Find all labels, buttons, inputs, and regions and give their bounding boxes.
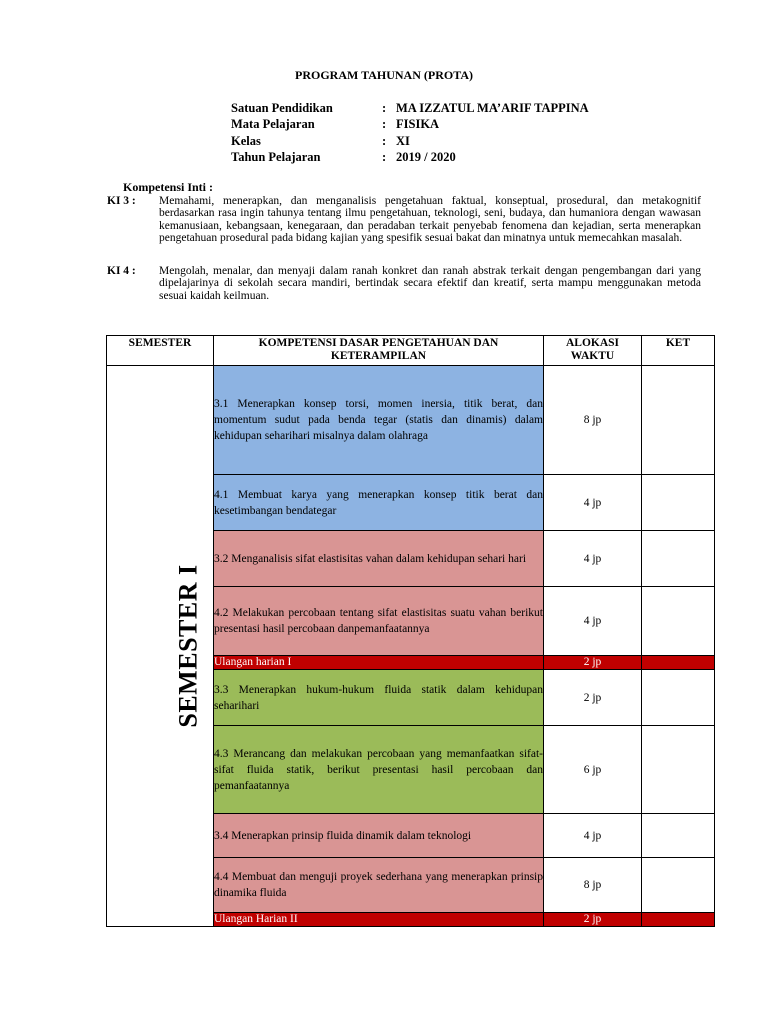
info-label: Tahun Pelajaran — [231, 149, 321, 164]
ket-cell — [642, 656, 715, 670]
header-alokasi-waktu: ALOKASI WAKTU — [544, 336, 642, 366]
alokasi-cell: 2 jp — [544, 656, 642, 670]
semester-cell — [107, 366, 214, 927]
ket-cell — [642, 587, 715, 656]
header-kompetensi-dasar: KOMPETENSI DASAR PENGETAHUAN DAN KETERAMPILAN — [214, 336, 544, 366]
document-title: PROGRAM TAHUNAN (PROTA) — [295, 68, 473, 82]
kompetensi-inti-heading: Kompetensi Inti : — [123, 180, 213, 194]
ket-cell — [642, 858, 715, 913]
info-label: Mata Pelajaran — [231, 117, 315, 132]
info-label: Satuan Pendidikan — [231, 101, 333, 115]
kd-cell: 4.3 Merancang dan melakukan percobaan yang memanfaatkan sifat-sifat fluida statik, berikut presentasi hasil percobaan dan pemanfaatannya — [214, 726, 544, 814]
table-row — [107, 366, 715, 475]
info-colon: : — [382, 101, 387, 115]
ket-cell — [642, 366, 715, 475]
alokasi-cell: 4 jp — [544, 475, 642, 531]
info-colon: : — [382, 149, 387, 164]
ki3-block — [107, 195, 701, 245]
info-row-kelas — [231, 133, 589, 149]
alokasi-cell: 4 jp — [544, 587, 642, 656]
info-colon: : — [382, 133, 387, 148]
info-value: XI — [396, 133, 410, 148]
ki-text: Mengolah, menalar, dan menyaji dalam ranah konkret dan ranah abstrak terkait dengan pengembangan dari yang dipelajarinya di sekolah secara mandiri, bertindak secara efektif dan kreatif, serta mampu menggunakan metoda sesuai kaidah keilmuan. — [159, 265, 701, 302]
kd-cell: 4.4 Membuat dan menguji proyek sederhana yang menerapkan prinsip dinamika fluida — [214, 858, 544, 913]
info-value: FISIKA — [396, 117, 440, 132]
info-row-satuan — [231, 100, 589, 116]
ki-text: Memahami, menerapkan, dan menganalisis pengetahuan faktual, konseptual, prosedural, dan metakognitif berdasarkan rasa ingin tahunya tentang ilmu pengetahuan, teknologi, seni, budaya, dan humaniora dengan wawasan kemanusiaan, kebangsaan, kenegaraan, dan peradaban terkait penyebab fenomena dan kejadian, serta menerapkan pengetahuan prosedural pada bidang kajian yang spesifik sesuai bakat dan minatnya untuk memecahkan masalah. — [159, 195, 701, 245]
alokasi-cell: 2 jp — [544, 913, 642, 927]
info-row-mapel — [231, 116, 589, 132]
kd-cell: 3.1 Menerapkan konsep torsi, momen inersia, titik berat, dan momentum sudut pada benda tegar (statis dan dinamis) dalam kehidupan seharihari misalnya dalam olahraga — [214, 366, 544, 475]
kd-cell: 4.1 Membuat karya yang menerapkan konsep titik berat dan kesetimbangan bendategar — [214, 475, 544, 531]
identity-block — [231, 100, 589, 165]
kd-cell: 3.4 Menerapkan prinsip fluida dinamik dalam teknologi — [214, 814, 544, 858]
ket-cell — [642, 814, 715, 858]
kd-cell: 3.3 Menerapkan hukum-hukum fluida statik dalam kehidupan seharihari — [214, 670, 544, 726]
alokasi-cell: 4 jp — [544, 531, 642, 587]
ki-tag: KI 3 : — [107, 195, 136, 207]
alokasi-cell: 2 jp — [544, 670, 642, 726]
alokasi-cell: 4 jp — [544, 814, 642, 858]
kd-cell: Ulangan harian I — [214, 656, 544, 670]
info-colon: : — [382, 117, 387, 132]
info-label: Kelas — [231, 133, 261, 148]
semester-label: SEMESTER I — [173, 564, 203, 728]
header-ket: KET — [642, 336, 715, 366]
kd-cell: Ulangan Harian II — [214, 913, 544, 927]
ki-tag: KI 4 : — [107, 265, 136, 277]
alokasi-cell: 8 jp — [544, 366, 642, 475]
ket-cell — [642, 670, 715, 726]
ket-cell — [642, 913, 715, 927]
ket-cell — [642, 531, 715, 587]
kd-cell: 3.2 Menganalisis sifat elastisitas vahan dalam kehidupan sehari hari — [214, 531, 544, 587]
kd-cell: 4.2 Melakukan percobaan tentang sifat elastisitas suatu vahan berikut presentasi hasil percobaan danpemanfaatannya — [214, 587, 544, 656]
ket-cell — [642, 726, 715, 814]
ki4-block — [107, 265, 701, 302]
info-value: MA IZZATUL MA’ARIF TAPPINA — [396, 101, 589, 115]
ket-cell — [642, 475, 715, 531]
table-header-row — [107, 336, 715, 366]
prota-table — [106, 335, 715, 927]
info-row-tahun — [231, 149, 589, 165]
alokasi-cell: 6 jp — [544, 726, 642, 814]
info-value: 2019 / 2020 — [396, 149, 456, 164]
header-semester: SEMESTER — [107, 336, 214, 366]
alokasi-cell: 8 jp — [544, 858, 642, 913]
